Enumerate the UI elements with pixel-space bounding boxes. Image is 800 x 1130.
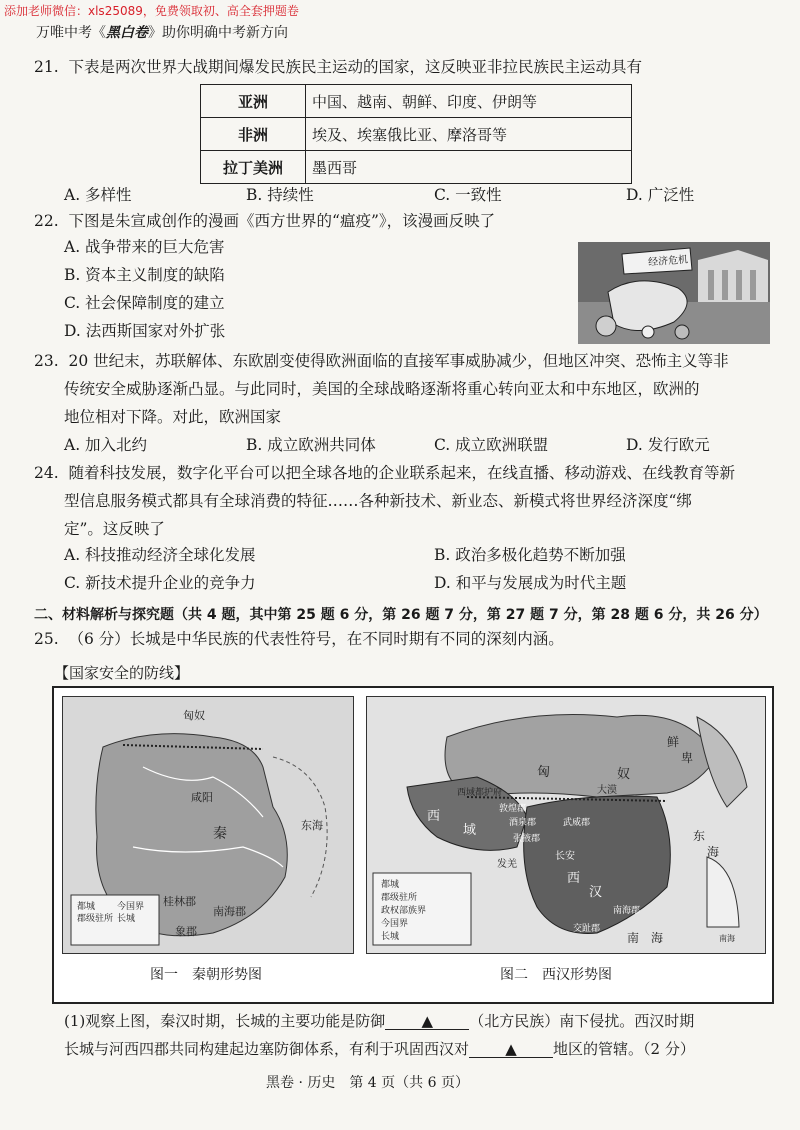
- table-cell-countries: 墨西哥: [306, 151, 632, 184]
- q25-sub1-line-2: [64, 1042, 695, 1058]
- q24-number: 24.: [34, 464, 59, 482]
- q21-option-d[interactable]: D. 广泛性: [626, 186, 695, 204]
- map2-legend-item: 长城: [381, 932, 400, 942]
- q24-option-a[interactable]: A. 科技推动经济全球化发展: [64, 546, 256, 564]
- map1-label: 南海郡: [213, 905, 246, 918]
- answer-blank-1[interactable]: ▲: [385, 1014, 469, 1030]
- map2-label: 东: [693, 829, 706, 843]
- cartoon-image: [578, 242, 770, 344]
- table-row: [201, 151, 632, 184]
- map2-legend-item: 政权部族界: [381, 906, 427, 916]
- watermark-note: 添加老师微信：xls25089，免费领取初、高全套押题卷: [4, 4, 299, 18]
- map1-legend-item: 郡级驻所: [77, 914, 114, 924]
- q24-option-d[interactable]: D. 和平与发展成为时代主题: [434, 574, 627, 592]
- q23-option-a[interactable]: A. 加入北约: [64, 436, 148, 454]
- q22-stem: [34, 214, 495, 230]
- map1-label: 咸阳: [191, 791, 213, 804]
- q21-table: [200, 84, 632, 184]
- q23-line-2: 传统安全威胁逐渐凸显。与此同时，美国的全球战略逐渐将重心转向亚太和中东地区，欧洲的: [64, 380, 700, 398]
- q21-stem: [34, 60, 642, 76]
- map2-label: 南海: [719, 934, 735, 943]
- map2-label: 海: [707, 845, 720, 859]
- q24-text-1: 随着科技发展，数字化平台可以把全球各地的企业联系起来，在线直播、移动游戏、在线教育等新: [68, 464, 736, 482]
- map2-label: 交趾郡: [573, 924, 601, 934]
- q23-number: 23.: [34, 352, 59, 370]
- table-cell-countries: 中国、越南、朝鲜、印度、伊朗等: [306, 85, 632, 118]
- q25-sub1-text-a: (1)观察上图，秦汉时期，长城的主要功能是防御: [64, 1012, 386, 1030]
- q23-line-1: [34, 354, 729, 370]
- table-cell-region: 亚洲: [201, 85, 306, 118]
- map1-legend-item: 今国界: [117, 902, 145, 912]
- q24-option-b[interactable]: B. 政治多极化趋势不断加强: [434, 546, 626, 564]
- brand-bold: 黑白卷: [106, 25, 148, 41]
- map1-legend-item: 都城: [77, 902, 96, 912]
- section-2-title: 二、材料解析与探究题（共 4 题，其中第 25 题 6 分，第 26 题 7 分，第 27 题 7 分，第 28 题 6 分，共 26 分）: [34, 607, 768, 623]
- table-row: [201, 85, 632, 118]
- q24-line-3: 定”。这反映了: [64, 520, 165, 538]
- map1-caption: 图一 秦朝形势图: [150, 967, 262, 983]
- q25-sub1-text-c: 长城与河西四郡共同构建起边塞防御体系，有利于巩固西汉对: [64, 1040, 470, 1058]
- map1-label: 象郡: [175, 925, 197, 938]
- page-footer: 黑卷 · 历史 第 4 页（共 6 页）: [266, 1075, 469, 1091]
- q25-sub1-text-d: 地区的管辖。（2 分）: [553, 1040, 695, 1058]
- answer-blank-2[interactable]: ▲: [469, 1042, 553, 1058]
- q22-option-c[interactable]: C. 社会保障制度的建立: [64, 294, 225, 312]
- map1-legend-item: 长城: [117, 914, 136, 924]
- q23-option-d[interactable]: D. 发行欧元: [626, 436, 710, 454]
- map2-label: 奴: [617, 767, 631, 782]
- q23-option-c[interactable]: C. 成立欧洲联盟: [434, 436, 549, 454]
- map-qin: [62, 696, 354, 954]
- table-cell-region: 拉丁美洲: [201, 151, 306, 184]
- q23-option-b[interactable]: B. 成立欧洲共同体: [246, 436, 376, 454]
- table-cell-countries: 埃及、埃塞俄比亚、摩洛哥等: [306, 118, 632, 151]
- map2-label: 汉: [589, 885, 603, 900]
- cartoon-caption: 经济危机: [647, 254, 689, 269]
- brand-prefix: 万唯中考《: [36, 25, 106, 41]
- q21-stem-text: 下表是两次世界大战期间爆发民族民主运动的国家，这反映亚非拉民族民主运动具有: [68, 58, 643, 76]
- map2-label: 鲜: [667, 735, 680, 749]
- q25-stem: [34, 632, 564, 648]
- q21-option-a[interactable]: A. 多样性: [64, 186, 132, 204]
- table-cell-region: 非洲: [201, 118, 306, 151]
- map2-label: 发羌: [497, 859, 517, 870]
- map2-label: 卑: [681, 751, 694, 765]
- map2-label: 西: [427, 809, 441, 824]
- map2-label: 敦煌郡: [499, 804, 527, 814]
- q22-option-a[interactable]: A. 战争带来的巨大危害: [64, 238, 225, 256]
- q24-option-c[interactable]: C. 新技术提升企业的竞争力: [64, 574, 256, 592]
- q25-sub1-line-1: [64, 1014, 694, 1030]
- table-row: [201, 118, 632, 151]
- map2-legend-item: 今国界: [381, 919, 409, 929]
- brand-suffix: 》助你明确中考新方向: [148, 25, 288, 41]
- map2-label: 匈: [537, 765, 551, 780]
- q23-text-1: 20 世纪末，苏联解体、东欧剧变使得欧洲面临的直接军事威胁减少，但地区冲突、恐怖主义等非: [68, 352, 729, 370]
- q22-option-d[interactable]: D. 法西斯国家对外扩张: [64, 322, 226, 340]
- map-western-han: [366, 696, 766, 954]
- map2-label: 南海郡: [613, 906, 641, 916]
- map1-label: 东海: [301, 819, 323, 832]
- material-title: 【国家安全的防线】: [54, 664, 190, 682]
- map1-label: 匈奴: [183, 709, 205, 722]
- map2-label: 武威郡: [563, 818, 591, 828]
- map2-legend-item: 郡级驻所: [381, 893, 418, 903]
- map2-label: 大漠: [597, 785, 617, 796]
- q25-number: 25.: [34, 630, 59, 648]
- q21-number: 21.: [34, 58, 59, 76]
- map2-label: 域: [463, 823, 477, 838]
- map2-legend-item: 都城: [381, 880, 400, 890]
- q22-number: 22.: [34, 212, 59, 230]
- map1-label: 秦: [213, 826, 227, 842]
- map2-label: 海: [651, 931, 664, 945]
- q24-line-2: 型信息服务模式都具有全球消费的特征……各种新技术、新业态、新模式将世界经济深度“绑: [64, 492, 692, 510]
- q21-option-b[interactable]: B. 持续性: [246, 186, 314, 204]
- q21-option-c[interactable]: C. 一致性: [434, 186, 502, 204]
- map2-label: 西: [567, 871, 581, 886]
- q22-option-b[interactable]: B. 资本主义制度的缺陷: [64, 266, 225, 284]
- map1-label: 桂林郡: [163, 895, 196, 908]
- map2-label: 张掖郡: [513, 834, 541, 844]
- q24-line-1: [34, 466, 735, 482]
- map2-label: 西域都护府: [457, 788, 503, 798]
- q22-stem-text: 下图是朱宣咸创作的漫画《西方世界的“瘟疫”》，该漫画反映了: [68, 212, 496, 230]
- q23-line-3: 地位相对下降。对此，欧洲国家: [64, 408, 282, 426]
- q25-stem-text: （6 分）长城是中华民族的代表性符号，在不同时期有不同的深刻内涵。: [68, 630, 564, 648]
- map2-caption: 图二 西汉形势图: [500, 967, 612, 983]
- brand-line: [36, 22, 288, 42]
- maps-figure: [52, 686, 774, 1004]
- map2-label: 南: [627, 931, 640, 945]
- map2-label: 长安: [555, 851, 575, 862]
- map2-label: 酒泉郡: [509, 818, 537, 828]
- q25-sub1-text-b: （北方民族）南下侵扰。西汉时期: [469, 1012, 695, 1030]
